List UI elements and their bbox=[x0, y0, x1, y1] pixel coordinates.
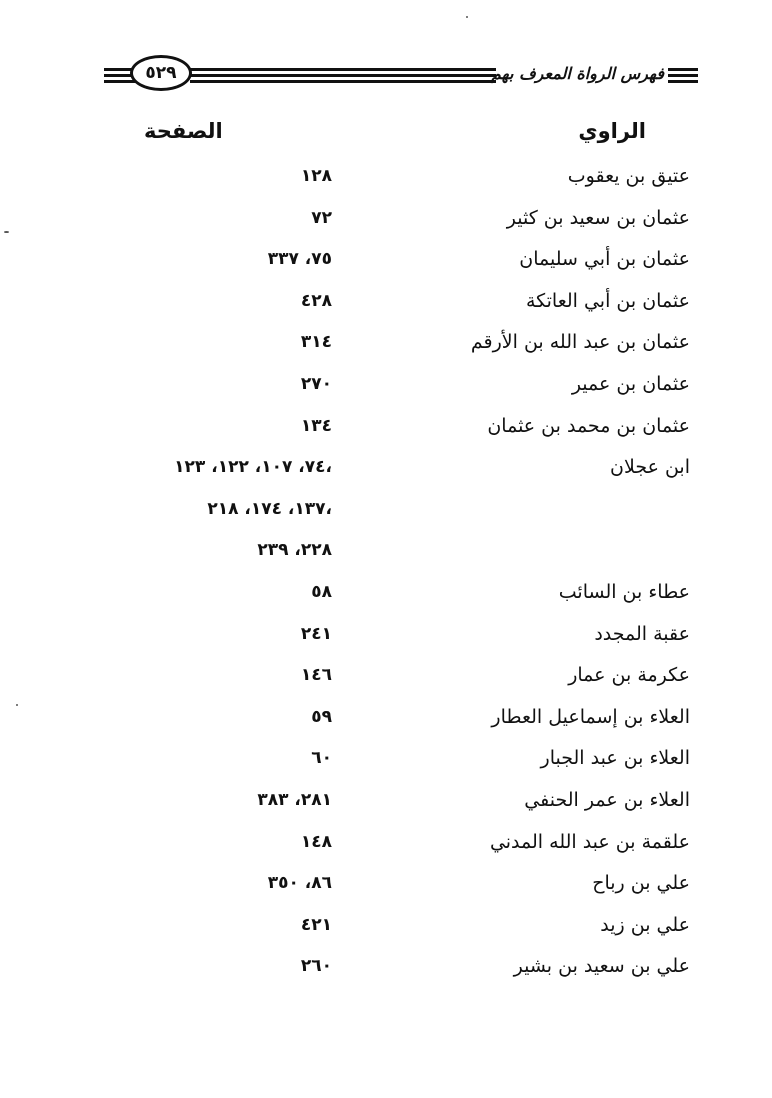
header-rule bbox=[190, 80, 496, 83]
page-number-oval bbox=[130, 55, 192, 91]
page-references: ١٤٨ bbox=[300, 831, 332, 852]
page-references: ٧٢ bbox=[311, 207, 332, 228]
narrator-name: علقمة بن عبد الله المدني bbox=[489, 830, 690, 853]
narrator-index-list bbox=[0, 157, 772, 989]
header-rule bbox=[668, 74, 698, 77]
index-entry-continuation bbox=[0, 490, 772, 532]
index-entry bbox=[0, 698, 772, 740]
index-entry bbox=[0, 615, 772, 657]
index-entry bbox=[0, 199, 772, 241]
page-references: ٤٢٨ bbox=[300, 290, 332, 311]
index-entry bbox=[0, 157, 772, 199]
narrator-name: عقبة المجدد bbox=[594, 622, 690, 645]
header-rule bbox=[104, 80, 136, 83]
index-entry bbox=[0, 407, 772, 449]
narrator-name: العلاء بن عمر الحنفي bbox=[524, 788, 690, 811]
scan-speck bbox=[466, 16, 468, 18]
page-references: ١٢٨ bbox=[300, 166, 332, 186]
narrator-name: علي بن سعيد بن بشير bbox=[513, 955, 690, 978]
header-rule bbox=[190, 74, 496, 77]
index-entry bbox=[0, 573, 772, 615]
page-column-heading: الصفحة bbox=[144, 119, 223, 143]
narrator-name: عطاء بن السائب bbox=[558, 580, 690, 603]
header-rule bbox=[190, 68, 496, 71]
page-references: ٢٨١، ٣٨٣ bbox=[257, 789, 332, 810]
page-references: ٣١٤ bbox=[300, 332, 332, 353]
index-entry bbox=[0, 947, 772, 989]
index-entry bbox=[0, 823, 772, 865]
page-references: ١٤٦ bbox=[300, 665, 332, 686]
page-references: ٢٧٠ bbox=[300, 373, 332, 394]
scan-speck bbox=[4, 231, 9, 233]
page-references: ٦٠ bbox=[311, 748, 332, 769]
narrator-name: عكرمة بن عمار bbox=[568, 664, 690, 687]
page-references: ٢٤١ bbox=[300, 623, 332, 644]
index-entry bbox=[0, 240, 772, 282]
narrator-name: علي بن زيد bbox=[600, 913, 690, 936]
narrator-name: عثمان بن أبي العاتكة bbox=[525, 289, 690, 312]
page-references: ٨٦، ٣٥٠ bbox=[267, 873, 332, 894]
narrator-name: عتيق بن يعقوب bbox=[567, 165, 690, 187]
narrator-name: عثمان بن محمد بن عثمان bbox=[487, 414, 690, 437]
narrator-name: عثمان بن أبي سليمان bbox=[519, 248, 690, 271]
page-references: ١٣٧، ١٧٤، ٢١٨، bbox=[207, 498, 332, 519]
page-references: ٢٦٠ bbox=[300, 956, 332, 977]
page-number: ٥٢٩ bbox=[145, 62, 177, 83]
scan-speck bbox=[16, 704, 18, 706]
running-header bbox=[104, 52, 698, 96]
narrator-name: علي بن رباح bbox=[592, 872, 690, 895]
index-entry bbox=[0, 864, 772, 906]
header-rule bbox=[668, 68, 698, 71]
index-entry bbox=[0, 906, 772, 948]
header-rule bbox=[668, 80, 698, 83]
narrator-name: عثمان بن عبد الله بن الأرقم bbox=[470, 331, 690, 354]
index-entry bbox=[0, 365, 772, 407]
page-references: ٧٥، ٣٣٧ bbox=[267, 249, 332, 270]
narrator-name: عثمان بن سعيد بن كثير bbox=[506, 206, 690, 229]
page-references: ٥٨ bbox=[311, 581, 332, 602]
narrator-name: ابن عجلان bbox=[610, 456, 690, 479]
page-references: ٧٤، ١٠٧، ١٢٢، ١٢٣، bbox=[174, 457, 332, 478]
page-references: ٤٢١ bbox=[300, 914, 332, 935]
page-references: ١٣٤ bbox=[300, 415, 332, 436]
running-title: فهرس الرواة المعرف بهم bbox=[491, 64, 664, 83]
narrator-name: العلاء بن إسماعيل العطار bbox=[491, 705, 690, 728]
index-entry bbox=[0, 323, 772, 365]
index-entry-continuation bbox=[0, 531, 772, 573]
page-references: ٢٢٨، ٢٣٩ bbox=[257, 540, 332, 561]
index-entry bbox=[0, 448, 772, 490]
narrator-name: العلاء بن عبد الجبار bbox=[540, 747, 690, 770]
index-entry bbox=[0, 739, 772, 781]
index-entry bbox=[0, 781, 772, 823]
index-entry bbox=[0, 656, 772, 698]
index-entry bbox=[0, 282, 772, 324]
narrator-name: عثمان بن عمير bbox=[571, 372, 690, 395]
page-references: ٥٩ bbox=[311, 706, 332, 727]
narrator-column-heading: الراوي bbox=[578, 119, 646, 143]
